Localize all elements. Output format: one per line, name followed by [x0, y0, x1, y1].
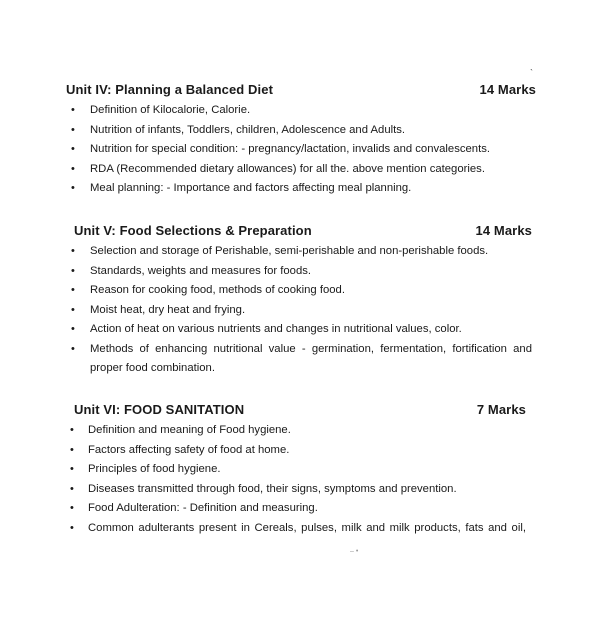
- unit-vi-title: Unit VI: FOOD SANITATION: [74, 402, 245, 417]
- unit-vi-marks: 7 Marks: [476, 402, 526, 417]
- unit-vi-heading: [74, 402, 526, 417]
- list-item: • Definition and meaning of Food hygiene.: [74, 421, 526, 441]
- list-item: • Nutrition of infants, Toddlers, children, Adolescence and Adults.: [66, 121, 536, 141]
- unit-iv-marks: 14 Marks: [479, 82, 536, 97]
- list-item-line: • Common adulterants present in Cereals, pulses, milk and milk products, fats and oil,: [88, 521, 526, 534]
- unit-v-section: [74, 223, 532, 378]
- list-item: • Factors affecting safety of food at home.: [74, 441, 526, 461]
- list-item: • Food Adulteration: - Definition and measuring.: [74, 499, 526, 519]
- stray-mark: `: [530, 68, 533, 78]
- unit-iv-heading: [66, 82, 536, 97]
- list-item: • Nutrition for special condition: - pregnancy/lactation, invalids and convalescents.: [66, 140, 536, 160]
- unit-iv-list: [66, 101, 536, 199]
- list-item: • Definition of Kilocalorie, Calorie.: [66, 101, 536, 121]
- unit-iv-title: Unit IV: Planning a Balanced Diet: [66, 82, 274, 97]
- list-item: • Moist heat, dry heat and frying.: [74, 301, 532, 321]
- page-mark: – •: [350, 548, 359, 555]
- unit-v-list: [74, 242, 532, 378]
- list-item: [74, 519, 526, 539]
- list-item: • Principles of food hygiene.: [74, 460, 526, 480]
- list-item: • Selection and storage of Perishable, semi-perishable and non-perishable foods.: [74, 242, 532, 262]
- list-item: • Standards, weights and measures for foods.: [74, 262, 532, 282]
- list-item: • Reason for cooking food, methods of cooking food.: [74, 281, 532, 301]
- list-item: • Meal planning: - Importance and factors affecting meal planning.: [66, 179, 536, 199]
- unit-iv-section: [66, 82, 536, 199]
- unit-v-heading: [74, 223, 532, 238]
- unit-vi-list: [74, 421, 526, 538]
- unit-vi-section: [74, 402, 526, 538]
- unit-v-title: Unit V: Food Selections & Preparation: [74, 223, 312, 238]
- list-item-continuation: proper food combination.: [90, 362, 215, 374]
- list-item: [74, 340, 532, 379]
- unit-v-marks: 14 Marks: [475, 223, 532, 238]
- list-item: • Diseases transmitted through food, their signs, symptoms and prevention.: [74, 480, 526, 500]
- list-item-line: • Methods of enhancing nutritional value - germination, fermentation, fortification and: [90, 342, 532, 355]
- list-item: • Action of heat on various nutrients and changes in nutritional values, color.: [74, 320, 532, 340]
- list-item: • RDA (Recommended dietary allowances) for all the. above mention categories.: [66, 160, 536, 180]
